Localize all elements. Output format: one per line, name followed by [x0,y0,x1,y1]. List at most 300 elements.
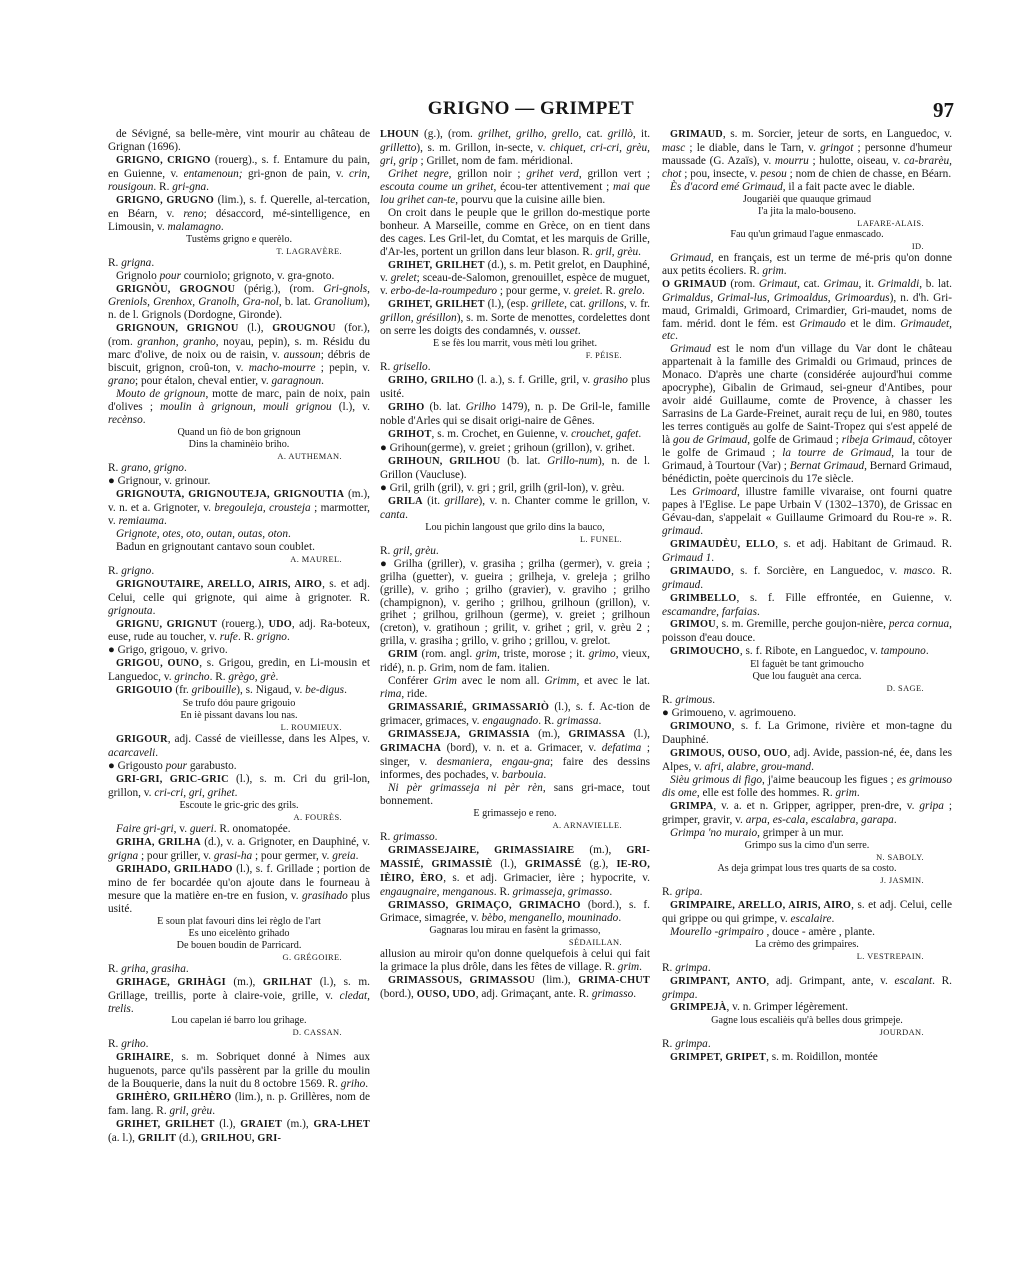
body-text: , adj. Grimpant, ante, v. [766,974,895,987]
italic-text: Mouto de grignoun [116,388,206,401]
entry-paragraph [380,495,650,522]
body-text: , ride. [401,688,428,701]
headword: GRIMA-CHUT [578,975,650,987]
body-text: , motte de marc, pain de noix, pain d'olives ; [108,388,370,414]
italic-text: Grimaudo [799,317,846,330]
body-text: . [220,220,224,233]
body-text: (rouerg.), [217,617,269,630]
body-text: Grignolo [116,269,160,282]
body-text: ● Grilha (griller), v. grasiha ; grilha (germer), v. greia ; grilha (guetter), v. gueira ; grilheja, v. greleja ; grilho (grille), v. griho ; grilho (gravier), v. graviho ; grilho (champignon), v. geriho ; grilhou, grilhoun (grillon), v. grihet ; grilhou, grilhoun (germe), v. greiet ; grilhoun (creton), v. gratihoun ; grilit, v. grihet ; gril, v. grèu 2 ; grilla, v. grasiha ; grillo, v. griho ; grillou, v. grelot. [380,557,650,648]
body-text: (l.), s. m. Cri du gril-lon, grillon, v. [108,773,370,800]
body-text: (l.), s. f. Ac-tion de grimacer, grimaces, v. [380,701,650,728]
body-text: Les [670,485,693,498]
italic-text: la tourre de Grimaud [782,447,892,460]
italic-text: mourru [774,154,809,167]
entry-paragraph [108,618,370,645]
body-text: Que lou fauguèt ana cerca. [752,671,862,683]
italic-text: mai que lou grihet can-te [380,180,650,206]
headword: GRIHET, GRILHET [388,299,485,311]
body-text: ; Grillet, nom de fam. méridional. [417,154,573,167]
italic-text: grignouta [108,604,153,617]
body-text: gri-gnon de pain, v. [247,167,349,180]
body-text: El faguèt be tant grimoucho [750,659,864,671]
italic-text: grigno [256,631,287,644]
body-text: est le nom d'un village du Var dont le château appartenait à la famille des Grimaldi ou Grimaud, princes de Monaco. D'après une charte (considérée aujourd'hui comme apocryphe), Gibalin de Grimaud, sei-gneur d'Antibes, pour avoir aidé Guillaume, comte de Provence, à chasser les Sarrasins de La Garde-Freinet, aurait reçu de lui, en 980, toutes les terres contiguës au golfe de Saint-Tropez qui s'est appelé de là [662,343,952,447]
body-text: (fr. [172,684,192,697]
etymology-line [380,361,650,374]
body-text: , s. Grigou, gredin, en Li-mousin et Languedoc, v. [108,657,370,684]
body-text: On croit dans le peuple que le grillon do-mestique porte bonheur. A Marseille, comme en Grèce, on en tient dans des cages. Les Gril-let, du Comtat, et les marquis de Grille, d'Ar-les, portent un grillon dans leur blason. R. [380,206,650,258]
italic-text: griho [121,1038,146,1051]
italic-text: grelet [390,272,417,285]
body-text: T. LAGRAVÈRE. [276,246,342,256]
headword: GRIMPANT, ANTO [670,975,767,987]
entry-paragraph [108,1091,370,1118]
body-text: . [893,813,897,826]
body-text: , [252,401,263,414]
etymology-line [662,962,952,975]
entry-paragraph [380,455,650,482]
body-text: R. [108,1038,122,1051]
italic-text: bèbo, menganello, mouninado [481,912,619,925]
body-text: , écou-ter attentivement ; [493,180,613,193]
italic-text: ribeja Grimaud [841,434,913,447]
crossref-entry [108,760,370,773]
body-text: ; débris de biscuit, grignon, croû-ton, v. [108,349,370,375]
italic-text: grasiho [593,374,628,387]
italic-text: rufe [219,631,238,644]
entry-paragraph [108,488,370,528]
headword: GRIMPET, GRIPET [670,1052,767,1064]
etymology-line [380,948,650,974]
body-text: (rouerg)., s. f. Entamure du pain, en Guienne, v. [108,153,370,180]
quotation-line [662,229,952,241]
italic-text: chiquet, cri-cri, grèu, gri, grip [380,141,650,167]
body-text: . R. [209,671,229,684]
entry-paragraph [108,578,370,618]
body-text: ), s. Nigaud, v. [236,684,306,697]
body-text: N. SABOLY. [876,852,924,862]
body-text: ● Gril, grilh (gril), v. gri ; gril, grilh (gril-lon), v. grèu. [380,481,625,494]
headword: GRIMAUDO [670,565,732,577]
body-text: ● Grigousto [108,760,166,773]
italic-text: entamenoun; [183,167,248,180]
body-text: . [700,524,704,537]
entry-paragraph [108,863,370,916]
body-text: , s. et adj. Celui, celle qui grignote, qui aime à grignoter. R. [108,577,370,604]
crossref-entry [380,558,650,649]
body-text: L. VESTREPAIN. [856,951,924,961]
headword: GRIGOUIO [116,685,173,697]
entry-paragraph [380,207,650,259]
italic-text: grimous [675,694,713,707]
body-text: . [355,849,359,862]
column-2 [380,128,650,1168]
entry-paragraph [108,322,370,388]
headword: GRIHA, GRILHA [116,836,201,848]
italic-text: grimassa [557,715,599,728]
headword: GRI-GRI, GRIC-GRIC [116,774,229,786]
quotation-line [662,671,952,683]
italic-text: grelo [618,285,643,298]
headword: GRIMASSOUS, GRIMASSOU [388,975,535,987]
italic-text: desmaniera, engau-gna [436,755,551,768]
body-text: . [321,375,324,388]
body-text: . [206,180,209,193]
italic-text: Granolium [313,296,364,309]
italic-text: Grignote, otes, oto, outan, outas, oton [116,527,288,540]
italic-text: pesou [760,167,787,180]
quotation-author [380,937,650,948]
body-text: . R. [538,715,558,728]
italic-text: afri, alabre, grou-mand [704,761,812,774]
body-text: . [434,830,438,843]
italic-text: Grimaud 1 [662,551,712,564]
etymology-line [108,963,370,976]
body-text: . [712,694,716,707]
entry-paragraph [108,541,370,554]
quotation-line [108,710,370,722]
entry-paragraph [662,181,952,194]
body-text: JOURDAN. [879,1028,924,1038]
body-text: . [151,564,155,577]
body-text: . [142,414,146,427]
body-text: . [427,361,431,374]
body-text: , b. lat. [919,277,952,290]
headword: GRILHAT [262,976,313,988]
headword: GRIMAUDÈU, ELLO [670,538,776,550]
italic-text: grilletto [380,141,417,154]
italic-text: macho-mourre [248,362,316,375]
quotation-author [662,1027,952,1038]
headword: GRIMACHA [380,742,442,754]
body-text: . [183,462,187,475]
etymology-line [662,278,952,344]
headword: GRIGNOUTAIRE, ARELLO, AIRIS, AIRO [116,578,323,590]
quotation-author [108,554,370,565]
entry-paragraph [380,782,650,808]
quotation-author [662,852,952,863]
quotation-line [662,659,952,671]
body-text: , il a fait pacte avec le diable. [782,180,915,193]
body-text: (l.), [238,322,273,335]
body-text: . [856,786,860,799]
entry-paragraph [662,747,952,774]
headword: GRIMASSÉ [524,858,582,870]
body-text: (l.), [492,857,525,870]
italic-text: escamandre, farfaias [662,605,757,618]
body-text: L. ROUMIEUX. [280,723,342,733]
body-text: , s. et adj. Habitant de Grimaud. R. [775,537,952,550]
headword: O GRIMAUD [662,278,727,290]
italic-text: Grillo-num [547,454,598,467]
body-text: . [925,645,929,658]
body-text: (rom. angl. [417,648,476,661]
body-text: , et avec le lat. [576,675,650,688]
italic-text: rima [380,688,402,701]
italic-text: grihet verd [526,167,579,180]
entry-paragraph [662,592,952,619]
quotation-author [108,722,370,733]
quotation-line [380,522,650,534]
italic-text: grimasseja, grimasso [512,885,610,898]
italic-text: Grimaldus, Grimal-lus, Grimoaldus, Grimoardus [662,291,890,304]
body-text: . [130,1002,134,1015]
italic-text: granhon, granho [137,336,216,349]
body-text: . [152,604,156,617]
italic-text: grigna [108,849,139,862]
entry-paragraph [108,194,370,234]
entry-paragraph [380,401,650,428]
italic-text: crin, rousigoun [108,167,370,193]
body-text: , douce - amère , plante. [763,925,875,938]
body-text: (l.), [625,728,650,741]
etymology-line [662,886,952,899]
entry-paragraph [662,1001,952,1015]
entry-paragraph [662,975,952,1002]
italic-text: grincho [174,671,210,684]
italic-text: remiauma [118,514,164,527]
headword: GRIMOUNO [670,721,732,733]
body-text: (m.), v. n. et a. Grignoter, v. [108,487,370,514]
entry-paragraph [380,428,650,442]
headword: LHOUN [380,129,419,140]
quotation-line [108,800,370,812]
etymology-line [380,128,650,168]
italic-text: malamagno [167,220,221,233]
entry-paragraph [662,827,952,840]
body-text: . [711,551,715,564]
body-text: . [707,1038,711,1051]
headword: GRILHOU, GRI- [200,1133,282,1145]
italic-text: greia [332,849,356,862]
quotation-line [108,698,370,710]
body-text: (bord.), [380,988,417,1001]
body-text: . [543,768,547,781]
body-text: LAFARE-ALAIS. [857,218,924,228]
italic-text: Grimaut [758,277,798,290]
entry-paragraph [108,128,370,154]
entry-paragraph [108,283,370,323]
body-text: . [694,988,698,1001]
body-text: , elle est folle des hommes. R. [696,786,836,799]
italic-text: escalant [894,974,933,987]
body-text: . [638,428,642,441]
entry-paragraph [108,733,370,760]
body-text: . [435,544,439,557]
body-text: De bouen boudin de Parricard. [176,939,302,951]
body-text: ; sceau-de-Salomon, grenouillet, espèce de muguet, v. [380,272,650,298]
body-text: , poisson d'eau douce. [662,618,952,645]
body-text: . [234,787,238,800]
body-text: La crèmo des grimpaires. [755,938,859,950]
body-text: , v. n. Grimper légèrement. [726,1001,849,1014]
italic-text: grimasso [591,988,634,1001]
headword: GRIMASSA [568,729,626,741]
body-text: , s. m. Gremille, perche goujon-nière, [715,618,889,631]
quotation-line [108,427,370,439]
italic-text: griho [340,1078,366,1091]
body-text: , s. f. Fille effrontée, en Guienne, v. [736,591,952,604]
body-text: 1479), n. p. De Gril-le, famille noble d'Arles qui se disait origi-naire de Gênes. [380,401,650,428]
italic-text: Ès d'acord emé Grimaud [670,180,783,193]
body-text: D. CASSAN. [292,1028,342,1038]
body-text: . R. [153,180,173,193]
body-text: ; faire des dessins informes, des pochades, v. [380,755,650,781]
body-text: , b. lat. [278,296,314,309]
crossref-entry [380,482,650,495]
italic-text: Sièu grimous di figo [670,774,762,787]
quotation-line [662,1015,952,1027]
entry-paragraph [662,486,952,538]
body-text: J. JASMIN. [880,875,924,885]
italic-text: garagnoun [271,375,322,388]
italic-text: grim [762,264,784,277]
body-text: (it. [422,494,445,507]
body-text: , v. [173,822,190,835]
entry-paragraph [108,657,370,684]
body-text: (l.), (esp. [484,298,532,311]
body-text: . R. onomatopée. [213,822,291,835]
quotation-author [108,246,370,257]
body-text: Conférer [388,675,434,688]
body-text: ; pour griller, v. [138,849,214,862]
body-text: ), s. m. Grillon, in-secte, v. [416,141,550,154]
italic-text: Grim [433,675,457,688]
headword: GRIHET, GRILHET [388,259,485,271]
body-text: ; pour germe, v. [497,285,574,298]
quotation-author [662,241,952,252]
italic-text: Grimau [823,277,859,290]
body-text: allusion au miroir qu'on donne quelquefois à celui qui fait la grimace la plus drôle, dans les fêtes de village. R. [380,948,650,974]
italic-text: bregouleja, crousteja [214,501,311,514]
italic-text: gribouille [191,684,237,697]
body-text: R. [108,462,122,475]
entry-paragraph [662,538,952,565]
entry-paragraph [662,128,952,181]
body-text: , illustre famille vivaraise, ont fourni quatre papes à l'Eglise. Le pape Urbain V (1302–1370), de Grissac en Gévau-dan, s'appelait « Guillaume Grimoard du Rou-re ». R. [662,485,952,524]
body-text: R. [108,256,122,269]
quotation-line [108,234,370,246]
body-text: (rom. [726,277,759,290]
body-text: ● Grigo, grigouo, v. grivo. [108,644,228,657]
body-text: Fau qu'un grimaud l'ague enmascado. [730,228,884,240]
body-text: , it. [632,128,650,140]
etymology-line [662,1038,952,1051]
italic-text: Bernat Grimaud [789,460,865,473]
body-text: (lim.), [534,974,579,987]
headword: IE-RO, IÈIRO, ÈRO [380,858,650,884]
quotation-author [108,812,370,823]
body-text: , adj. Grimaçant, ante. R. [475,988,592,1001]
body-text: , s. et adj. Celui, celle qui grippe ou qui grimpe, v. [662,898,952,925]
italic-text: gril, grèu [393,544,436,557]
headword: GRA-LHET [313,1119,370,1131]
italic-text: grim [475,648,498,661]
italic-text: be-digus [305,684,345,697]
body-text: (b. lat. [424,401,466,414]
quotation-line [108,940,370,952]
italic-text: grigna [121,256,152,269]
entry-paragraph [662,800,952,827]
italic-text: grisello [393,361,428,374]
headword: GRIMPA [670,800,714,812]
italic-text: engaugnado [482,715,539,728]
etymology-line [380,545,650,558]
body-text: , adj. Ra-boteux, euse, rude au toucher, v. [108,617,370,644]
quotation-line [108,439,370,451]
italic-text: grano, grigno [121,462,184,475]
italic-text: Grimaud [670,343,711,356]
body-text: ● Grignour, v. grinour. [108,474,211,487]
body-text: R. [662,694,676,707]
body-text: . [707,961,711,974]
running-head [108,98,954,124]
italic-text: grim [835,786,857,799]
headword: GRIGNÒU, GROGNOU [116,283,236,295]
body-text: , s. m. Sobriquet donné à Nimes aux huguenots, parce qu'ils passèrent par la grille du moulin de la Bouquerie, dans la nuit du 8 octobre 1569. R. [108,1051,370,1091]
body-text: (for.), (rom. [108,322,370,349]
body-text: . [365,1078,369,1091]
body-text: (d.), v. a. Grignoter, en Dauphiné, v. [200,835,370,848]
quotation-line [108,928,370,940]
body-text: , grillon noir ; [448,167,527,180]
italic-text: erbo-de-la-roumpeduro [390,285,498,298]
headword: GRIGOU, OUNO [116,658,200,670]
body-text: , en français, est un terme de mé-pris qu'on donne aux petits écoliers. R. [662,251,952,277]
body-text: Gagnaras lou mirau en fasènt la grimasso, [429,925,601,937]
body-text: Grimpo sus la cimo d'un serre. [744,839,870,851]
quotation-author [380,820,650,831]
entry-paragraph [662,720,952,747]
body-text: F. PÉISE. [585,351,622,361]
italic-text: canta [380,508,406,521]
body-text: , v. fr. [623,298,650,311]
italic-text: grègo, grè [228,671,276,684]
body-text: . [344,684,347,697]
body-text: A. ARNAVIELLE. [552,820,622,830]
entry-paragraph [662,252,952,278]
quotation-author [662,683,952,694]
headword: GRIMASSEJAIRE, GRIMASSIAIRE [388,844,575,856]
body-text: . [675,330,678,343]
italic-text: pour [165,760,188,773]
entry-paragraph [108,976,370,1016]
headword: UDO [268,618,292,630]
headword: GRIHET, GRILHET [116,1119,215,1131]
headword: GRIMAUD [670,129,723,140]
italic-text: grimasso [393,830,435,843]
italic-text: grimaud [662,578,701,591]
italic-text: gri-gna [172,180,207,193]
body-text: , s. m. Sorcier, jeteur de sorts, en Languedoc, v. [722,128,952,140]
body-text: ; pour germer, v. [252,849,333,862]
body-text: . [638,245,641,258]
headword: GROUGNOU [272,323,336,335]
italic-text: gripa [919,799,944,812]
italic-text: Gri-gnols, Greniols, Grenhox, Granolh, Gra-nol [108,282,370,309]
body-text: (d.), [176,1132,201,1145]
body-text: . [405,508,408,521]
body-text: . [639,961,642,974]
body-text: , Bernard Grimaud, bénédictin, poète quercinois du 17e siècle. [662,460,952,485]
entry-paragraph [108,154,370,194]
entry-paragraph [108,684,370,698]
quotation-author [108,1027,370,1038]
body-text: (m.), [529,728,569,741]
body-text: , vieux, ridé), n. p. Grim, nom de fam. italien. [380,648,650,675]
headword: OUSO, UDO [416,989,476,1001]
